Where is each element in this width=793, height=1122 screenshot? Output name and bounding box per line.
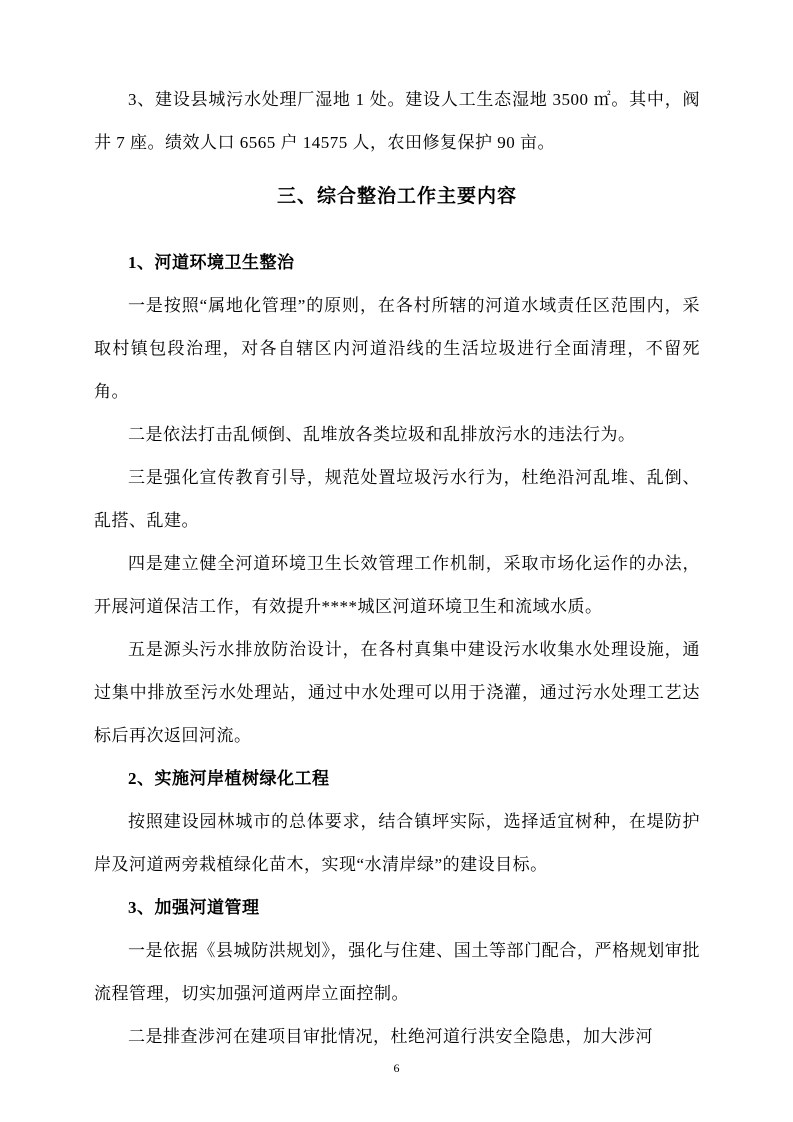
subheading: 3、加强河道管理: [128, 898, 260, 917]
subheading: 1、河道环境卫生整治: [128, 253, 295, 272]
section-heading: 三、综合整治工作主要内容: [276, 186, 517, 207]
page-number: 6: [393, 1061, 400, 1075]
document-body: [94, 78, 700, 1058]
paragraph: 一是按照“属地化管理”的原则，在各村所辖的河道水域责任区范围内，采取村镇包段治理，对各自辖区内河道沿线的生活垃圾进行全面清理，不留死角。: [94, 296, 700, 401]
paragraph: 二是依法打击乱倾倒、乱堆放各类垃圾和乱排放污水的违法行为。: [128, 425, 636, 444]
paragraph: 3、建设县城污水处理厂湿地 1 处。建设人工生态湿地 3500 ㎡。其中，阀井 7 座。绩效人口 6565 户 14575 人，农田修复保护 90 亩。: [94, 90, 700, 152]
paragraph: 二是排查涉河在建项目审批情况，杜绝河道行洪安全隐患，加大涉河: [128, 1027, 653, 1046]
subheading: 2、实施河岸植树绿化工程: [128, 769, 330, 788]
paragraph: 一是依据《县城防洪规划》，强化与住建、国土等部门配合，严格规划审批流程管理，切实加强河道两岸立面控制。: [94, 941, 700, 1003]
paragraph: 四是建立健全河道环境卫生长效管理工作机制，采取市场化运作的办法，开展河道保洁工作，有效提升****城区河道环境卫生和流域水质。: [94, 554, 700, 616]
paragraph: 五是源头污水排放防治设计，在各村真集中建设污水收集水处理设施，通过集中排放至污水处理站，通过中水处理可以用于浇灌，通过污水处理工艺达标后再次返回河流。: [94, 640, 700, 745]
paragraph: 三是强化宣传教育引导，规范处置垃圾污水行为，杜绝沿河乱堆、乱倒、乱搭、乱建。: [94, 468, 700, 530]
paragraph: 按照建设园林城市的总体要求，结合镇坪实际，选择适宜树种，在堤防护岸及河道两旁栽植绿化苗木，实现“水清岸绿”的建设目标。: [94, 812, 700, 874]
